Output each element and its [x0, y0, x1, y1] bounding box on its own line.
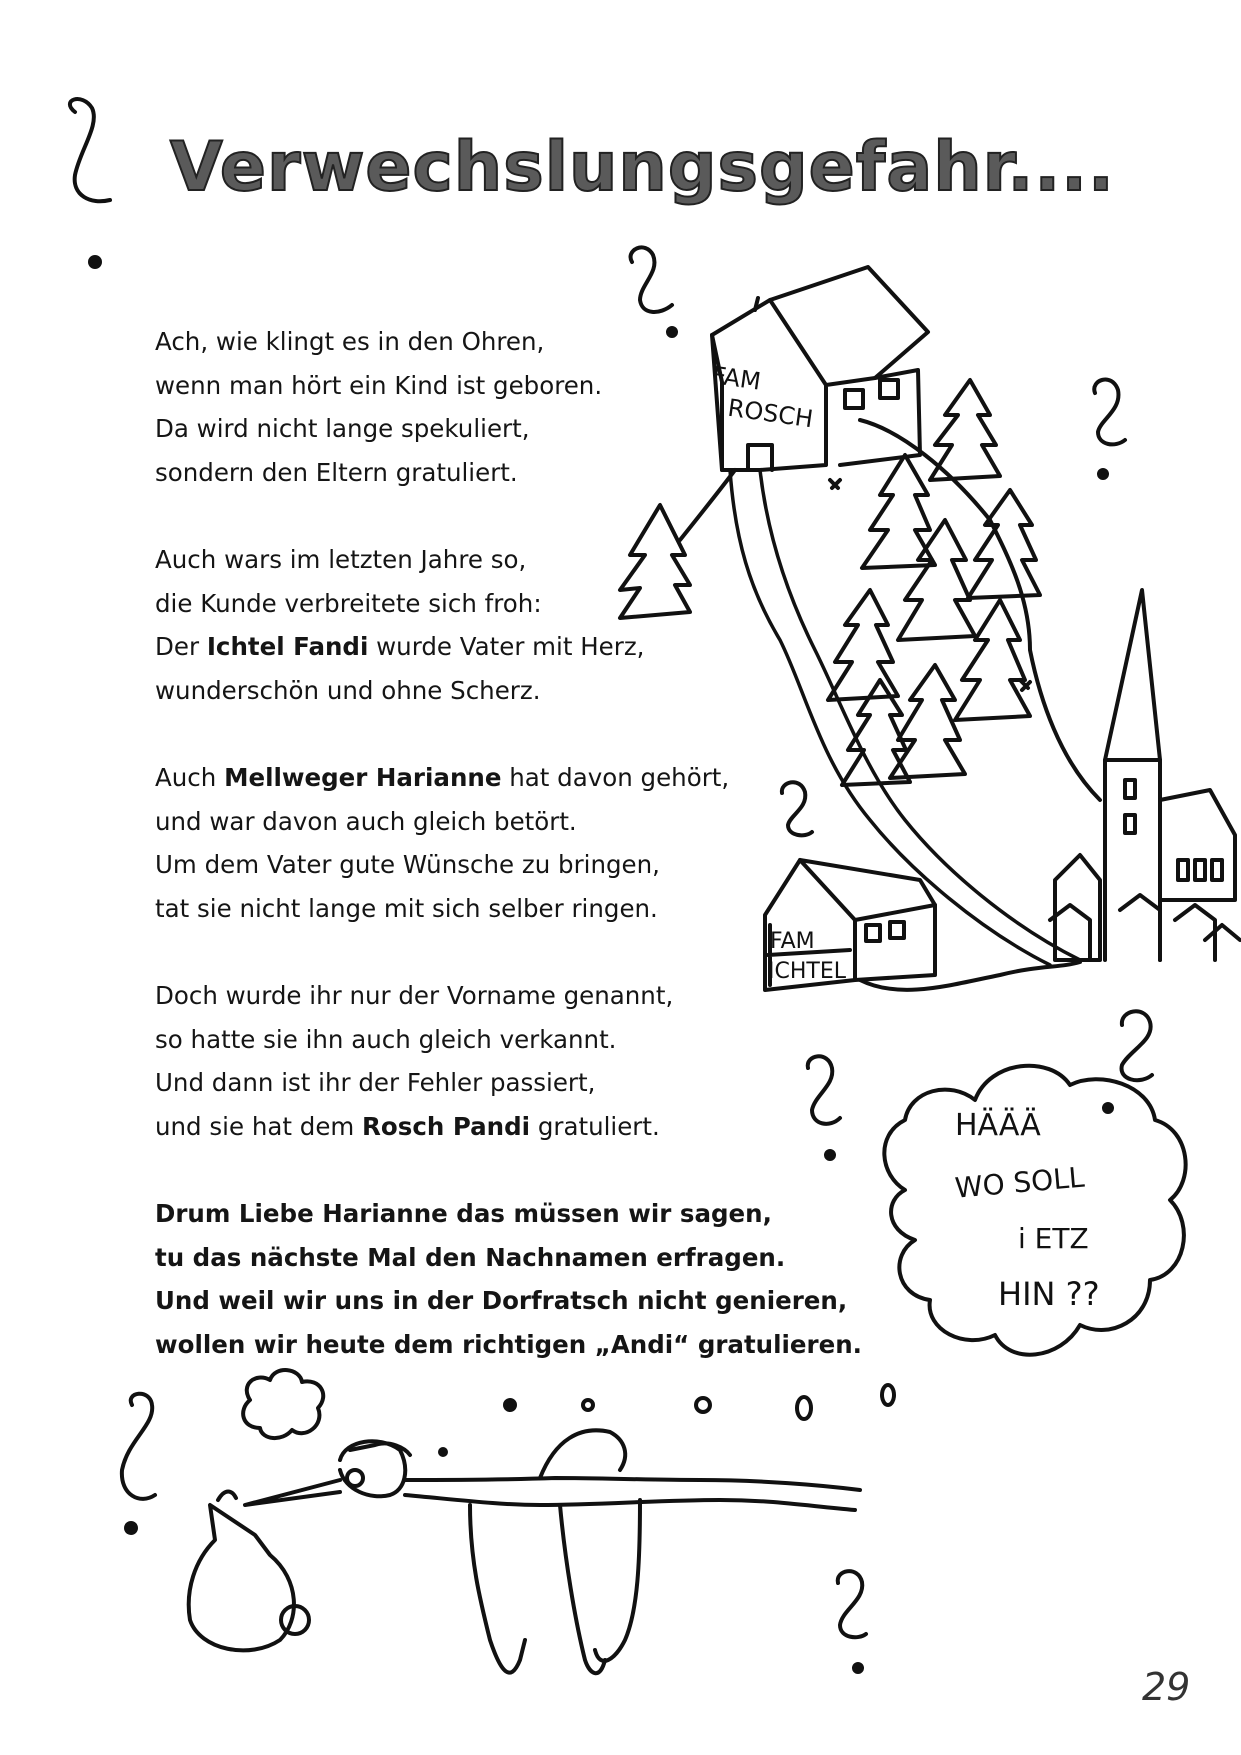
- forest: [828, 380, 1040, 785]
- thought-text: HIN ??: [998, 1275, 1100, 1313]
- poem-line: tat sie nicht lange mit sich selber ringen.: [155, 893, 658, 923]
- name-ichtel-fandi: Ichtel Fandi: [206, 632, 369, 661]
- house-ichtel-label: FAM: [770, 929, 815, 954]
- question-mark-icon: [838, 1571, 866, 1672]
- question-mark-icon: [1094, 380, 1125, 478]
- question-mark-icon: [808, 1056, 840, 1159]
- question-mark-icon: [782, 782, 812, 835]
- poem-line: Auch Mellweger Harianne hat davon gehört,: [155, 763, 730, 792]
- poem-line: so hatte sie ihn auch gleich verkannt.: [155, 1024, 617, 1054]
- poem-line: wollen wir heute dem richtigen „Andi“ gratulieren.: [155, 1329, 862, 1359]
- thought-text: i ETZ: [1018, 1222, 1089, 1255]
- page-number: 29: [1142, 1665, 1191, 1709]
- house-rosch-label: ROSCH: [726, 393, 815, 434]
- poem-line: Da wird nicht lange spekuliert,: [155, 414, 530, 443]
- poem-line: die Kunde verbreitete sich froh:: [155, 588, 542, 618]
- poem-line: Doch wurde ihr nur der Vorname genannt,: [155, 981, 674, 1010]
- house-ichtel-label: ICHTEL: [768, 959, 846, 984]
- thought-text: WO SOLL: [953, 1160, 1086, 1205]
- question-mark-icon: [70, 99, 110, 267]
- name-mellweger-harianne: Mellweger Harianne: [224, 763, 502, 792]
- question-mark-icon: [631, 247, 676, 336]
- poem-line: Um dem Vater gute Wünsche zu bringen,: [155, 850, 660, 879]
- poem-line: sondern den Eltern gratuliert.: [155, 457, 518, 487]
- house-rosch-label: FAM: [710, 361, 763, 396]
- poem-line: Auch wars im letzten Jahre so,: [155, 545, 527, 574]
- name-rosch-pandi: Rosch Pandi: [362, 1111, 531, 1141]
- question-mark-icon: [122, 1394, 155, 1533]
- poem-line: tu das nächste Mal den Nachnamen erfragen.: [155, 1242, 786, 1272]
- poem-line: und sie hat dem Rosch Pandi gratuliert.: [155, 1111, 660, 1141]
- poem-line: Und weil wir uns in der Dorfratsch nicht genieren,: [155, 1286, 848, 1315]
- poem-line: Der Ichtel Fandi wurde Vater mit Herz,: [155, 632, 645, 661]
- page-title: Verwechslungsgefahr....: [170, 128, 1115, 207]
- poem-line: Und dann ist ihr der Fehler passiert,: [155, 1068, 596, 1097]
- stork: [189, 1430, 860, 1673]
- poem-line: wunderschön und ohne Scherz.: [155, 675, 541, 705]
- poem-line: Ach, wie klingt es in den Ohren,: [155, 327, 545, 356]
- poem-line: Drum Liebe Harianne das müssen wir sagen,: [155, 1199, 772, 1228]
- tree-icon: [620, 505, 690, 618]
- poem-line: und war davon auch gleich betört.: [155, 806, 577, 836]
- poem-line: wenn man hört ein Kind ist geboren.: [155, 370, 603, 400]
- thought-text: HÄÄÄ: [955, 1108, 1041, 1143]
